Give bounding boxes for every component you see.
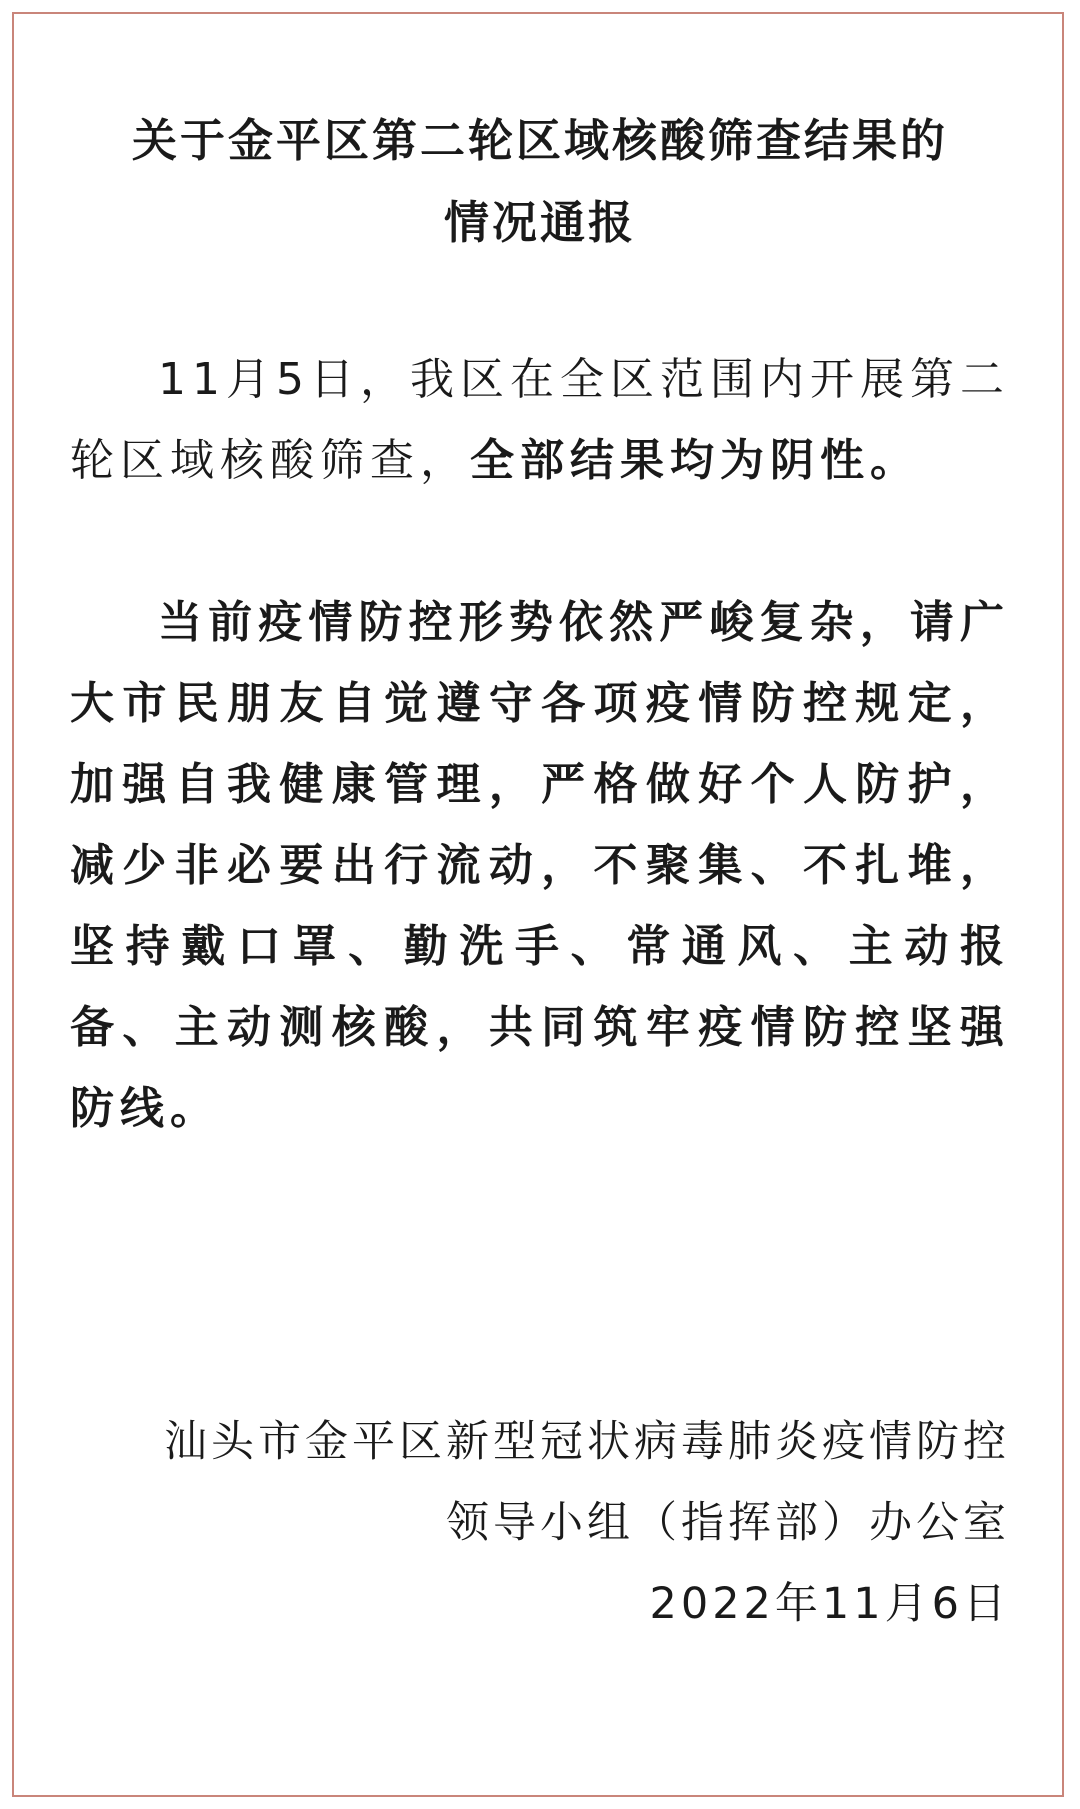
paragraph-advice: 当前疫情防控形势依然严峻复杂，请广大市民朋友自觉遵守各项疫情防控规定，加强自我健康管理，严格做好个人防护，减少非必要出行流动，不聚集、不扎堆，坚持戴口罩、勤洗手、常通风、主动报备、主动测核酸，共同筑牢疫情防控坚强防线。 [70,597,1010,1134]
paragraph-result-text: 11月5日，我区在全区范围内开展第二轮区域核酸筛查， [70,354,1010,486]
notice-title [0,100,1080,264]
paragraph-result [70,339,1010,501]
signature-org-line-1: 汕头市金平区新型冠状病毒肺炎疫情防控 [164,1417,1010,1467]
title-line-2: 情况通报 [443,196,636,249]
title-line-1: 关于金平区第二轮区域核酸筛查结果的 [131,114,948,167]
signature-org-line-2: 领导小组（指挥部）办公室 [446,1498,1010,1548]
signature-date: 2022年11月6日 [649,1579,1010,1629]
paragraph-result-highlight: 全部结果均为阴性。 [470,435,920,486]
signature-block [70,1402,1010,1645]
